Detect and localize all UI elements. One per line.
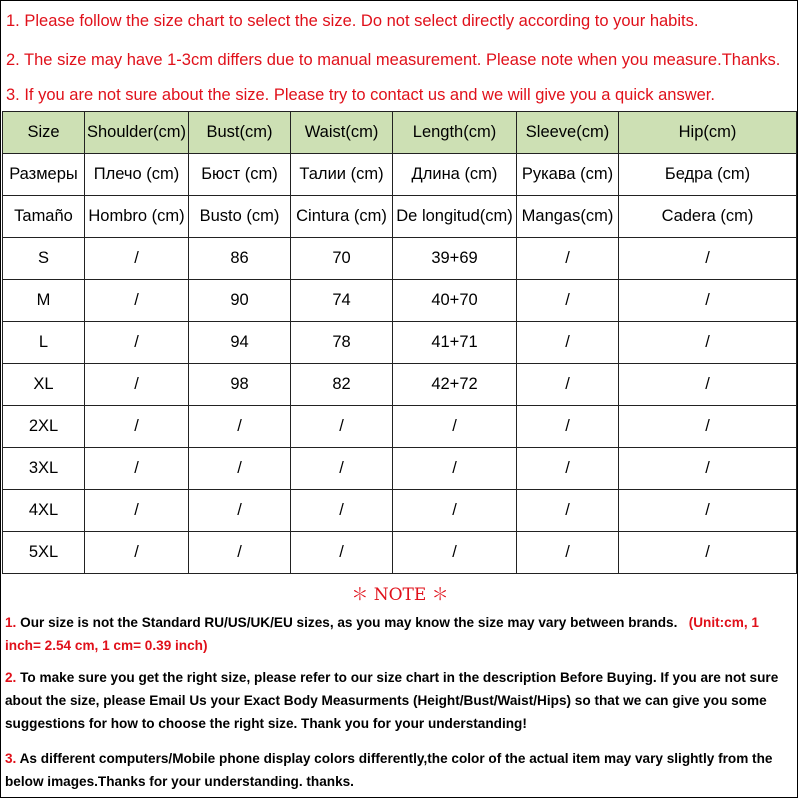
header-cell-ru: Рукава (cm)	[517, 154, 619, 196]
table-cell: /	[517, 364, 619, 406]
table-cell: /	[619, 406, 797, 448]
table-cell: S	[3, 238, 85, 280]
header-cell-ru: Талии (cm)	[291, 154, 393, 196]
table-cell: /	[291, 490, 393, 532]
table-cell: /	[619, 490, 797, 532]
table-cell: /	[517, 322, 619, 364]
table-cell: 40+70	[393, 280, 517, 322]
table-header-row-ru	[3, 154, 797, 196]
table-cell: /	[85, 238, 189, 280]
table-cell: /	[85, 406, 189, 448]
table-cell: 74	[291, 280, 393, 322]
size-chart-table	[2, 111, 797, 574]
table-cell: /	[517, 406, 619, 448]
table-cell: /	[619, 364, 797, 406]
table-cell: 94	[189, 322, 291, 364]
header-cell-ru: Длина (cm)	[393, 154, 517, 196]
table-cell: 41+71	[393, 322, 517, 364]
table-cell: /	[393, 490, 517, 532]
table-cell: 90	[189, 280, 291, 322]
note-1-unit: (Unit:cm, 1 inch= 2.54 cm, 1 cm= 0.39 inch)	[5, 615, 759, 653]
note-1-number: 1.	[5, 615, 17, 630]
top-note-3: 3. If you are not sure about the size. Please try to contact us and we will give you a quick answer.	[6, 86, 715, 104]
table-cell: 70	[291, 238, 393, 280]
table-cell: /	[619, 238, 797, 280]
table-cell: 39+69	[393, 238, 517, 280]
table-header-row-es	[3, 196, 797, 238]
note-1-text: Our size is not the Standard RU/US/UK/EU sizes, as you may know the size may vary between brands.	[16, 615, 678, 630]
note-3-number: 3.	[5, 751, 17, 766]
table-cell: 78	[291, 322, 393, 364]
table-cell: /	[85, 280, 189, 322]
table-cell: /	[393, 532, 517, 574]
header-cell-es: Hombro (cm)	[85, 196, 189, 238]
table-cell: XL	[3, 364, 85, 406]
table-cell: 2XL	[3, 406, 85, 448]
table-cell: /	[85, 364, 189, 406]
table-cell: 42+72	[393, 364, 517, 406]
header-cell-es: Mangas(cm)	[517, 196, 619, 238]
table-header-row	[3, 112, 797, 154]
table-cell: /	[291, 448, 393, 490]
table-row	[3, 448, 797, 490]
table-row	[3, 532, 797, 574]
table-cell: /	[291, 406, 393, 448]
header-cell-es: Tamaño	[3, 196, 85, 238]
header-cell: Size	[3, 112, 85, 154]
table-row	[3, 322, 797, 364]
table-row	[3, 238, 797, 280]
table-cell: 86	[189, 238, 291, 280]
table-cell: /	[517, 280, 619, 322]
table-cell: /	[189, 490, 291, 532]
header-cell: Hip(cm)	[619, 112, 797, 154]
table-cell: /	[517, 238, 619, 280]
top-note-2: 2. The size may have 1-3cm differs due to manual measurement. Please note when you measure.Thanks.	[6, 51, 781, 69]
table-cell: /	[517, 532, 619, 574]
table-cell: /	[619, 448, 797, 490]
table-cell: 82	[291, 364, 393, 406]
header-cell-ru: Бедра (cm)	[619, 154, 797, 196]
table-cell: 98	[189, 364, 291, 406]
header-cell: Waist(cm)	[291, 112, 393, 154]
table-cell: /	[619, 280, 797, 322]
table-cell: 3XL	[3, 448, 85, 490]
header-cell-es: Busto (cm)	[189, 196, 291, 238]
note-2-number: 2.	[5, 670, 17, 685]
header-cell-ru: Плечо (cm)	[85, 154, 189, 196]
table-cell: /	[189, 448, 291, 490]
header-cell-ru: Размеры	[3, 154, 85, 196]
table-cell: /	[517, 490, 619, 532]
header-cell: Sleeve(cm)	[517, 112, 619, 154]
table-cell: 4XL	[3, 490, 85, 532]
top-note-1: 1. Please follow the size chart to select the size. Do not select directly according to your habits.	[6, 12, 699, 30]
note-2	[5, 666, 785, 735]
table-cell: /	[517, 448, 619, 490]
note-title: ＊ NOTE ＊	[351, 585, 449, 605]
note-3	[5, 747, 785, 793]
table-cell: /	[189, 406, 291, 448]
header-cell-ru: Бюст (cm)	[189, 154, 291, 196]
header-cell: Bust(cm)	[189, 112, 291, 154]
table-cell: /	[189, 532, 291, 574]
table-cell: /	[85, 448, 189, 490]
table-cell: /	[393, 406, 517, 448]
note-3-text: As different computers/Mobile phone display colors differently,the color of the actual item may vary slightly from the below images.Thanks for your understanding. thanks.	[5, 751, 773, 789]
header-cell: Shoulder(cm)	[85, 112, 189, 154]
table-cell: /	[619, 532, 797, 574]
note-2-text: To make sure you get the right size, please refer to our size chart in the description Before Buying. If you are not sure about the size, please Email Us your Exact Body Measurments (Height/Bust/Waist/Hips) so that we can give you some suggestions for how to choose the right size. Thank you for your understanding!	[5, 670, 779, 731]
table-cell: 5XL	[3, 532, 85, 574]
table-row	[3, 406, 797, 448]
header-cell-es: Cintura (cm)	[291, 196, 393, 238]
table-cell: /	[85, 532, 189, 574]
table-cell: /	[393, 448, 517, 490]
table-row	[3, 490, 797, 532]
table-cell: /	[291, 532, 393, 574]
header-cell-es: De longitud(cm)	[393, 196, 517, 238]
header-cell-es: Cadera (cm)	[619, 196, 797, 238]
table-cell: M	[3, 280, 85, 322]
table-cell: /	[85, 322, 189, 364]
table-row	[3, 364, 797, 406]
note-1	[5, 611, 785, 657]
table-cell: L	[3, 322, 85, 364]
table-row	[3, 280, 797, 322]
table-cell: /	[619, 322, 797, 364]
header-cell: Length(cm)	[393, 112, 517, 154]
table-cell: /	[85, 490, 189, 532]
